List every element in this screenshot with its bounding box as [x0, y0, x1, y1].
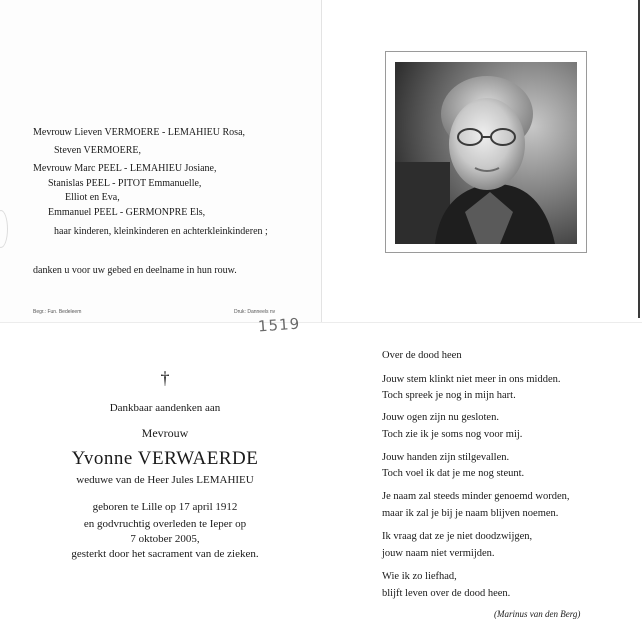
- deceased-name: Yvonne VERWAERDE: [71, 448, 259, 469]
- poem-line: Jouw stem klinkt niet meer in ons midden.: [382, 374, 561, 385]
- portrait-illustration: [395, 62, 577, 244]
- poem-line: Jouw handen zijn stilgevallen.: [382, 452, 510, 463]
- poem-line: Jouw ogen zijn nu gesloten.: [382, 412, 499, 423]
- poem-line: Ik vraag dat ze je niet doodzwijgen,: [382, 531, 533, 542]
- cross-icon: †: [160, 368, 170, 388]
- poem-line: Je naam zal steeds minder genoemd worden,: [382, 491, 570, 502]
- family-line-6: Emmanuel PEEL - GERMONPRE Els,: [48, 207, 206, 218]
- family-line-4: Stanislas PEEL - PITOT Emmanuelle,: [48, 178, 202, 189]
- birth-line: geboren te Lille op 17 april 1912: [92, 501, 238, 513]
- family-line-7: haar kinderen, kleinkinderen en achterkleinkinderen ;: [54, 226, 268, 237]
- poem-author: (Marinus van den Berg): [494, 609, 581, 619]
- family-line-5: Elliot en Eva,: [65, 192, 120, 203]
- family-line-3: Mevrouw Marc PEEL - LEMAHIEU Josiane,: [33, 163, 217, 174]
- sacrament-line: gesterkt door het sacrament van de zieken.: [71, 548, 259, 560]
- memorial-intro: Dankbaar aandenken aan: [109, 402, 221, 414]
- family-line-2: Steven VERMOERE,: [54, 145, 142, 156]
- family-line-1: Mevrouw Lieven VERMOERE - LEMAHIEU Rosa,: [33, 127, 246, 138]
- deceased-title: Mevrouw: [141, 426, 189, 440]
- handwritten-number: 1519: [257, 314, 301, 336]
- death-date: 7 oktober 2005,: [130, 533, 200, 545]
- poem-title: Over de dood heen: [382, 350, 462, 361]
- portrait-frame: [385, 51, 587, 253]
- poem-line: jouw naam niet vermijden.: [382, 548, 495, 559]
- widow-line: weduwe van de Heer Jules LEMAHIEU: [76, 474, 254, 486]
- poem-line: Toch voel ik dat je me nog steunt.: [382, 468, 525, 479]
- fold-line-vertical: [321, 0, 322, 322]
- fold-line-horizontal: [0, 322, 642, 323]
- death-line: en godvruchtig overleden te Ieper op: [83, 518, 247, 530]
- poem-line: Wie ik zo liefhad,: [382, 571, 457, 582]
- thanks-line: danken u voor uw gebed en deelname in hun rouw.: [33, 265, 237, 276]
- scan-edge: [638, 0, 640, 318]
- poem-line: Toch zie ik je soms nog voor mij.: [382, 429, 523, 440]
- poem-line: Toch spreek je nog in mijn hart.: [382, 390, 516, 401]
- funeral-director-credit: Begr.: Fun. Bedeleem: [33, 309, 82, 315]
- printer-credit: Druk: Danneels nv: [234, 309, 276, 315]
- portrait-photo: [395, 62, 577, 244]
- poem-line: maar ik zal je bij je naam blijven noemen.: [382, 508, 559, 519]
- poem-line: blijft leven over de dood heen.: [382, 588, 511, 599]
